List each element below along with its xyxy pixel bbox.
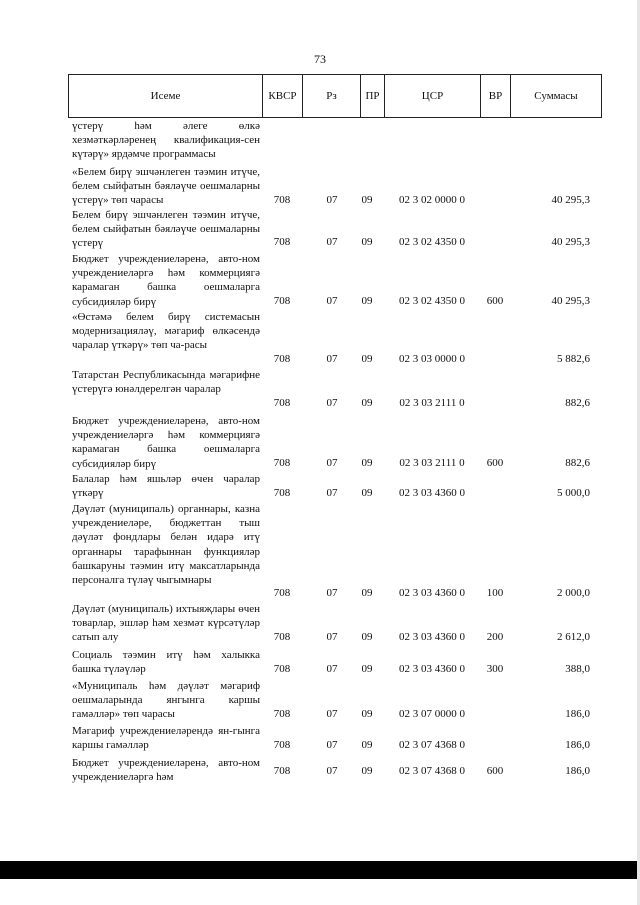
row-pr: 09 bbox=[361, 663, 373, 675]
row-rz: 07 bbox=[326, 236, 338, 248]
budget-table bbox=[68, 74, 602, 784]
row-name: үстерү һәм әлеге өлкә хезмәткәрләренең квалификация-сен күтәрү» ярдәмче программасы bbox=[72, 120, 260, 161]
row-sum: 882,6 bbox=[565, 457, 590, 469]
row-csr: 02 3 03 0000 0 bbox=[399, 353, 465, 365]
row-sum: 388,0 bbox=[565, 663, 590, 675]
table-header bbox=[68, 74, 602, 118]
row-kvsr: 708 bbox=[273, 739, 291, 751]
row-pr: 09 bbox=[361, 487, 373, 499]
row-sum: 40 295,3 bbox=[551, 295, 590, 307]
row-name: Бюджет учреждениеләренә, авто-ном учреждениеләргә һәм коммерциягә карамаган башка оешмаларга субсидияләр бирү bbox=[72, 415, 260, 470]
row-vr: 300 bbox=[486, 663, 504, 675]
row-kvsr: 708 bbox=[273, 708, 291, 720]
row-kvsr: 708 bbox=[273, 765, 291, 777]
header-csr: ЦСР bbox=[385, 75, 481, 117]
row-kvsr: 708 bbox=[273, 631, 291, 643]
header-name: Исеме bbox=[69, 75, 263, 117]
row-sum: 2 000,0 bbox=[557, 587, 590, 599]
row-name: Бюджет учреждениеләренә, авто-ном учреждениеләргә һәм bbox=[72, 757, 260, 784]
row-kvsr: 708 bbox=[273, 353, 291, 365]
row-name: Татарстан Республикасында мәгарифне үстерүгә юнәлдерелгән чаралар bbox=[72, 369, 260, 396]
row-rz: 07 bbox=[326, 353, 338, 365]
row-kvsr: 708 bbox=[273, 397, 291, 409]
row-rz: 07 bbox=[326, 487, 338, 499]
row-kvsr: 708 bbox=[273, 587, 291, 599]
row-name: Мәгариф учреждениеләрендә ян-гынга каршы гамәлләр bbox=[72, 725, 260, 752]
row-pr: 09 bbox=[361, 457, 373, 469]
row-pr: 09 bbox=[361, 708, 373, 720]
row-rz: 07 bbox=[326, 663, 338, 675]
row-csr: 02 3 02 4350 0 bbox=[399, 236, 465, 248]
row-kvsr: 708 bbox=[273, 236, 291, 248]
row-kvsr: 708 bbox=[273, 663, 291, 675]
row-sum: 882,6 bbox=[565, 397, 590, 409]
row-name: Дәүләт (муниципаль) органнары, казна учреждениеләре, бюджеттан тыш дәүләт фондлары белән идарә итү органнары тарафыннан функцияләр башкаруны тәэмин итү максатларында персоналга түләү чыгымнары bbox=[72, 503, 260, 587]
row-rz: 07 bbox=[326, 587, 338, 599]
row-vr: 600 bbox=[486, 457, 504, 469]
row-pr: 09 bbox=[361, 194, 373, 206]
header-sum: Суммасы bbox=[534, 90, 578, 102]
row-csr: 02 3 02 0000 0 bbox=[399, 194, 465, 206]
row-name: Белем бирү эшчәнлеген тәэмин итүче, белем сыйфатын бәяләүче оешмаларны үстерү bbox=[72, 209, 260, 250]
row-kvsr: 708 bbox=[273, 194, 291, 206]
row-pr: 09 bbox=[361, 765, 373, 777]
row-sum: 5 000,0 bbox=[557, 487, 590, 499]
row-vr: 600 bbox=[486, 765, 504, 777]
row-name: Бюджет учреждениеләренә, авто-ном учреждениеләргә һәм коммерциягә карамаган башка оешмаларга субсидияләр бирү bbox=[72, 253, 260, 308]
row-sum: 186,0 bbox=[565, 765, 590, 777]
row-csr: 02 3 03 4360 0 bbox=[399, 631, 465, 643]
row-csr: 02 3 07 4368 0 bbox=[399, 765, 465, 777]
row-csr: 02 3 02 4350 0 bbox=[399, 295, 465, 307]
row-sum: 186,0 bbox=[565, 739, 590, 751]
row-sum: 5 882,6 bbox=[557, 353, 590, 365]
row-pr: 09 bbox=[361, 353, 373, 365]
row-kvsr: 708 bbox=[273, 295, 291, 307]
row-csr: 02 3 07 4368 0 bbox=[399, 739, 465, 751]
row-name: Социаль тәэмин итү һәм халыкка башка түләүләр bbox=[72, 649, 260, 676]
row-rz: 07 bbox=[326, 194, 338, 206]
scan-border-bar bbox=[0, 861, 640, 879]
row-csr: 02 3 03 2111 0 bbox=[399, 397, 465, 409]
row-csr: 02 3 03 4360 0 bbox=[399, 587, 465, 599]
row-vr: 200 bbox=[486, 631, 504, 643]
row-rz: 07 bbox=[326, 295, 338, 307]
row-vr: 100 bbox=[486, 587, 504, 599]
header-rz: Рз bbox=[303, 75, 361, 117]
row-sum: 186,0 bbox=[565, 708, 590, 720]
row-rz: 07 bbox=[326, 457, 338, 469]
row-name: «Өстәмә белем бирү системасын модернизацияләү, мәгариф өлкәсендә чаралар үткәрү» төп ча-расы bbox=[72, 311, 260, 352]
header-vr: ВР bbox=[481, 75, 511, 117]
row-pr: 09 bbox=[361, 295, 373, 307]
row-kvsr: 708 bbox=[273, 487, 291, 499]
row-name: «Белем бирү эшчәнлеген тәэмин итүче, белем сыйфатын бәяләүче оешмаларны үстерү» төп чарасы bbox=[72, 166, 260, 207]
row-pr: 09 bbox=[361, 397, 373, 409]
page-number: 73 bbox=[314, 52, 326, 66]
header-pr: ПР bbox=[361, 75, 385, 117]
row-csr: 02 3 03 4360 0 bbox=[399, 487, 465, 499]
row-rz: 07 bbox=[326, 765, 338, 777]
row-kvsr: 708 bbox=[273, 457, 291, 469]
row-sum: 40 295,3 bbox=[551, 194, 590, 206]
row-sum: 2 612,0 bbox=[557, 631, 590, 643]
row-pr: 09 bbox=[361, 236, 373, 248]
row-rz: 07 bbox=[326, 631, 338, 643]
row-rz: 07 bbox=[326, 739, 338, 751]
row-rz: 07 bbox=[326, 397, 338, 409]
row-pr: 09 bbox=[361, 587, 373, 599]
row-vr: 600 bbox=[486, 295, 504, 307]
row-sum: 40 295,3 bbox=[551, 236, 590, 248]
row-rz: 07 bbox=[326, 708, 338, 720]
row-name: «Муниципаль һәм дәүләт мәгариф оешмаларында янгынга каршы гамәлләр» төп чарасы bbox=[72, 680, 260, 721]
row-csr: 02 3 07 0000 0 bbox=[399, 708, 465, 720]
row-name: Дәүләт (муниципаль) ихтыяҗлары өчен товарлар, эшләр һәм хезмәт күрсәтүләр сатып алу bbox=[72, 603, 260, 644]
row-name: Балалар һәм яшьләр өчен чаралар үткәрү bbox=[72, 473, 260, 500]
row-csr: 02 3 03 4360 0 bbox=[399, 663, 465, 675]
row-pr: 09 bbox=[361, 739, 373, 751]
row-csr: 02 3 03 2111 0 bbox=[399, 457, 465, 469]
header-kvsr: КВСР bbox=[263, 75, 303, 117]
row-pr: 09 bbox=[361, 631, 373, 643]
